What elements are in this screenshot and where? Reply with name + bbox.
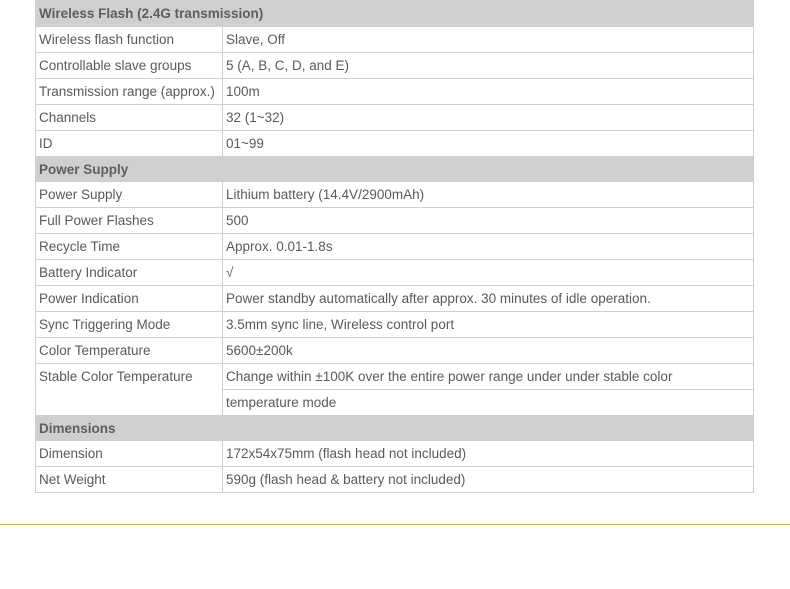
spec-label: Sync Triggering Mode: [36, 312, 223, 338]
spec-value: 3.5mm sync line, Wireless control port: [223, 312, 754, 338]
table-row: [36, 467, 754, 493]
table-row: [36, 208, 754, 234]
spec-value-line: temperature mode: [226, 395, 337, 410]
section-title: Wireless Flash (2.4G transmission): [36, 1, 754, 27]
table-row: [36, 286, 754, 312]
footer-divider: [0, 524, 790, 525]
spec-label: Channels: [36, 105, 223, 131]
table-row: [36, 53, 754, 79]
table-row: [36, 338, 754, 364]
table-row: [36, 131, 754, 157]
table-row: [36, 364, 754, 416]
spec-label: Net Weight: [36, 467, 223, 493]
spec-value: Approx. 0.01-1.8s: [223, 234, 754, 260]
spec-value-multiline: [223, 364, 754, 416]
spec-value: Power standby automatically after approx. 30 minutes of idle operation.: [223, 286, 754, 312]
table-row: [36, 312, 754, 338]
spec-label: Full Power Flashes: [36, 208, 223, 234]
spec-label: Power Supply: [36, 182, 223, 208]
spec-label: Wireless flash function: [36, 27, 223, 53]
spec-label: Stable Color Temperature: [36, 364, 223, 416]
spec-value: 5600±200k: [223, 338, 754, 364]
section-header-wireless-flash: [36, 1, 754, 27]
spec-table: [35, 0, 754, 493]
spec-label: Battery Indicator: [36, 260, 223, 286]
spec-value: Slave, Off: [223, 27, 754, 53]
section-header-power-supply: [36, 157, 754, 182]
table-row: [36, 79, 754, 105]
spec-value: 500: [223, 208, 754, 234]
table-row: [36, 27, 754, 53]
spec-value: Lithium battery (14.4V/2900mAh): [223, 182, 754, 208]
section-title: Dimensions: [36, 416, 754, 441]
spec-value: 5 (A, B, C, D, and E): [223, 53, 754, 79]
spec-value: 172x54x75mm (flash head not included): [223, 441, 754, 467]
spec-label: Dimension: [36, 441, 223, 467]
table-row: [36, 234, 754, 260]
section-title: Power Supply: [36, 157, 754, 182]
spec-label: Power Indication: [36, 286, 223, 312]
spec-value: 32 (1~32): [223, 105, 754, 131]
table-row: [36, 260, 754, 286]
spec-label: Color Temperature: [36, 338, 223, 364]
table-row: [36, 182, 754, 208]
spec-value: 590g (flash head & battery not included): [223, 467, 754, 493]
spec-value: 01~99: [223, 131, 754, 157]
spec-label: Recycle Time: [36, 234, 223, 260]
spec-label: ID: [36, 131, 223, 157]
spec-value: 100m: [223, 79, 754, 105]
spec-label: Transmission range (approx.): [36, 79, 223, 105]
spec-value: √: [223, 260, 754, 286]
spec-value-line: Change within ±100K over the entire power range under under stable color: [223, 364, 753, 390]
spec-label: Controllable slave groups: [36, 53, 223, 79]
table-row: [36, 441, 754, 467]
section-header-dimensions: [36, 416, 754, 441]
table-row: [36, 105, 754, 131]
